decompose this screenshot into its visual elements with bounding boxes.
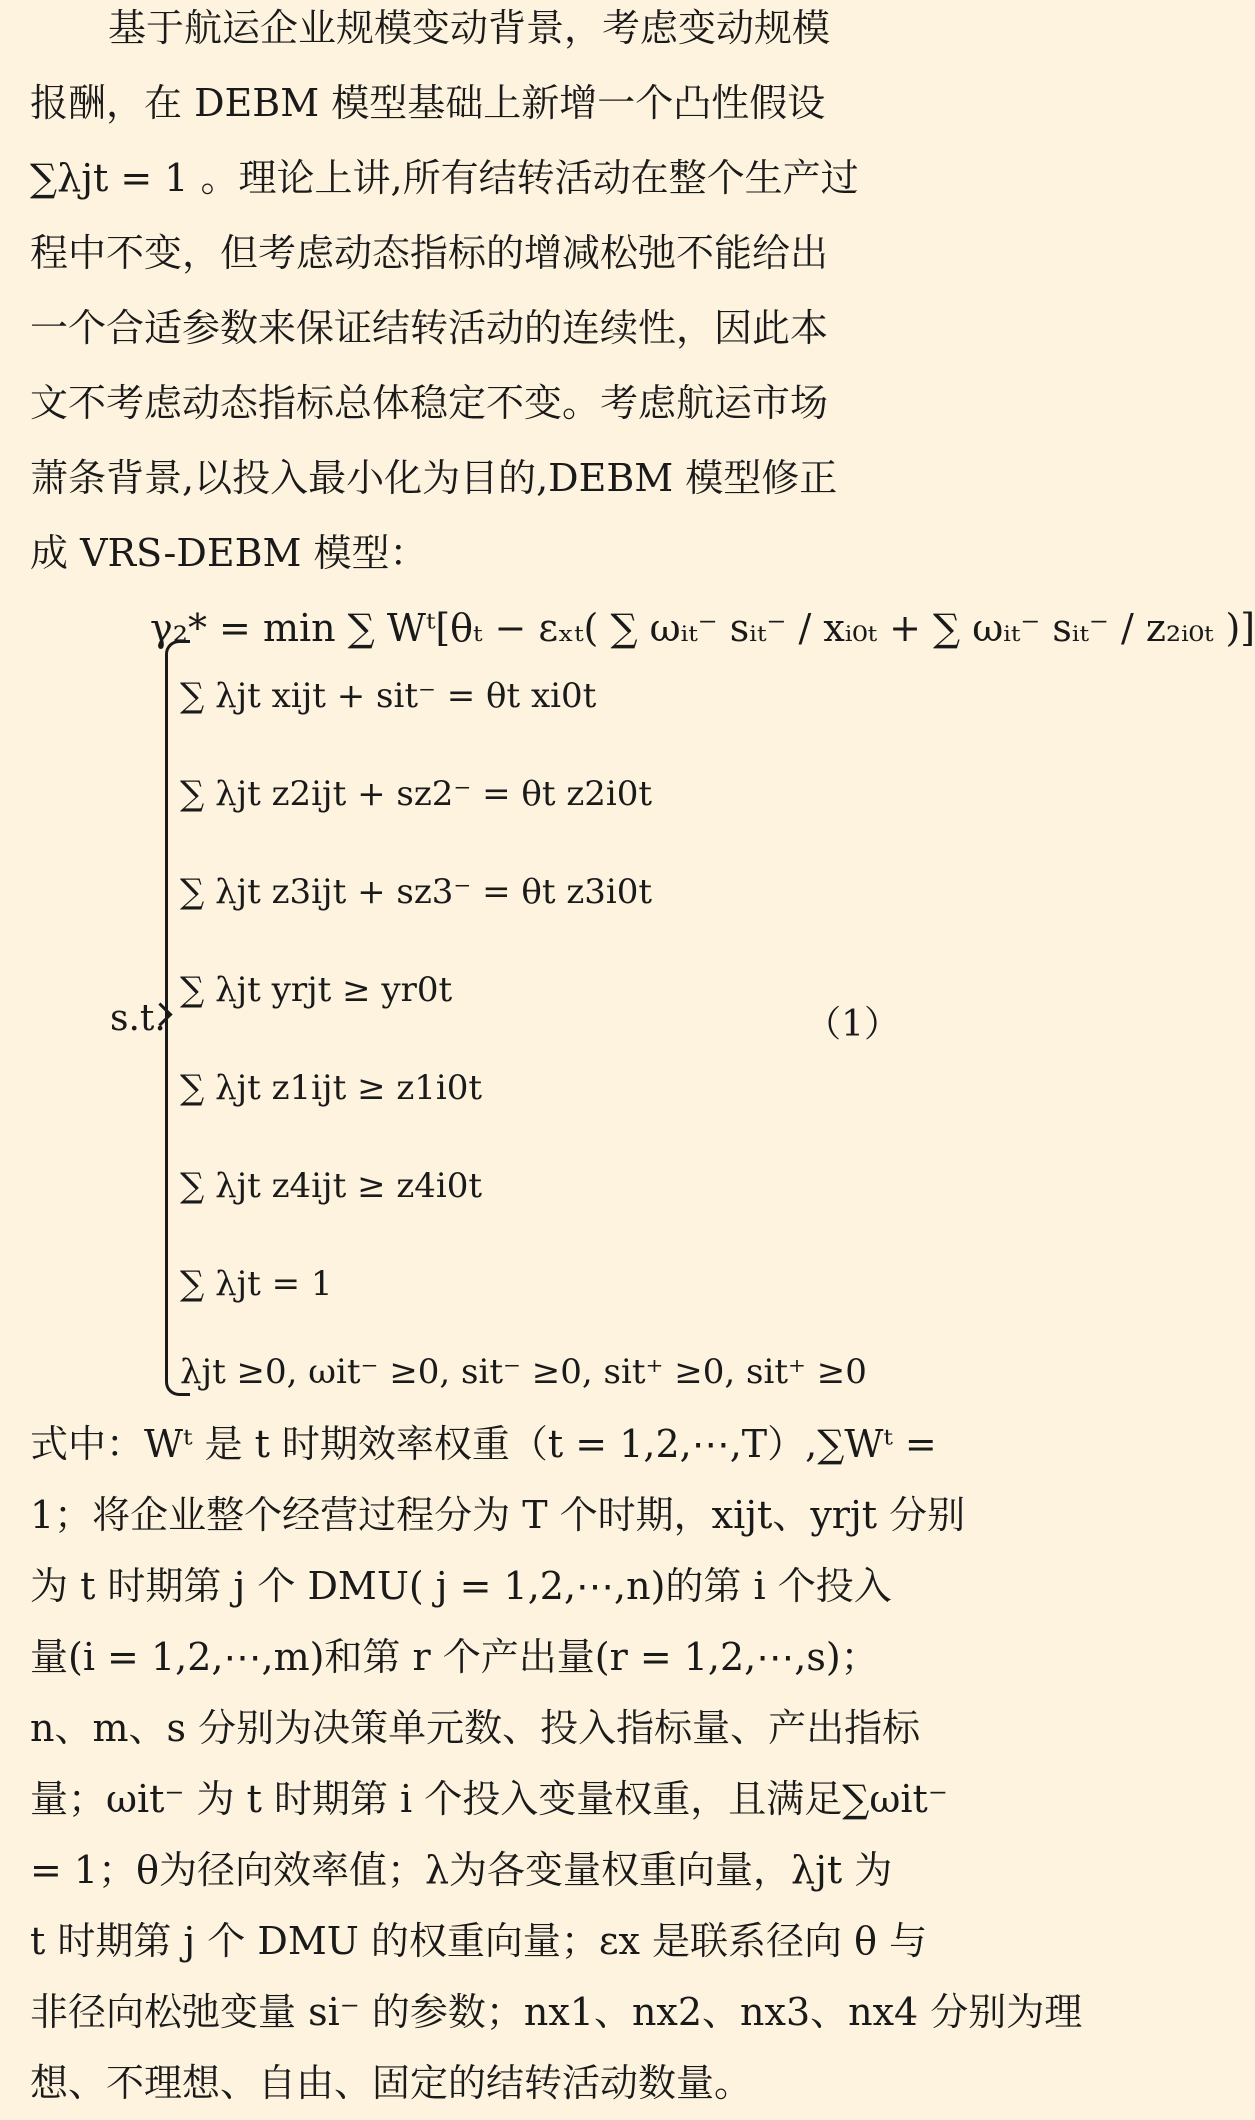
paragraph-line-2: 报酬，在 DEBM 模型基础上新增一个凸性假设 <box>30 81 826 125</box>
constraint-1: ∑ λjt xijt + sit⁻ = θt xi0t <box>180 676 597 716</box>
paragraph-line-1: 基于航运企业规模变动背景，考虑变动规模 <box>108 6 831 50</box>
notes-line-1: 式中：Wᵗ 是 t 时期效率权重（t = 1,2,⋯,T）,∑Wᵗ = <box>30 1422 937 1466</box>
notes-line-2: 1；将企业整个经营过程分为 T 个时期，xijt、yrjt 分别 <box>30 1493 966 1537</box>
constraint-4: ∑ λjt yrjt ≥ yr0t <box>180 970 453 1010</box>
notes-line-9: 非径向松弛变量 si⁻ 的参数；nx1、nx2、nx3、nx4 分别为理 <box>30 1990 1083 2034</box>
notes-line-10: 想、不理想、自由、固定的结转活动数量。 <box>30 2061 753 2105</box>
constraint-8: λjt ≥0, ωit⁻ ≥0, sit⁻ ≥0, sit⁺ ≥0, sit⁺ ≥0 <box>180 1352 867 1392</box>
constraint-6: ∑ λjt z4ijt ≥ z4i0t <box>180 1166 483 1206</box>
notes-line-5: n、m、s 分别为决策单元数、投入指标量、产出指标 <box>30 1706 921 1750</box>
constraint-3: ∑ λjt z3ijt + sz3⁻ = θt z3i0t <box>180 872 653 912</box>
notes-line-3: 为 t 时期第 j 个 DMU( j = 1,2,⋯,n)的第 i 个投入 <box>30 1564 892 1608</box>
paragraph-line-5: 一个合适参数来保证结转活动的连续性，因此本 <box>30 306 829 350</box>
constraint-2: ∑ λjt z2ijt + sz2⁻ = θt z2i0t <box>180 774 653 814</box>
notes-line-6: 量；ωit⁻ 为 t 时期第 i 个投入变量权重，且满足∑ωit⁻ <box>30 1777 948 1821</box>
constraint-7: ∑ λjt = 1 <box>180 1264 333 1304</box>
paragraph-line-8: 成 VRS-DEBM 模型： <box>30 531 428 575</box>
constraint-5: ∑ λjt z1ijt ≥ z1i0t <box>180 1068 483 1108</box>
equation-number: （1） <box>805 1004 900 1045</box>
notes-line-8: t 时期第 j 个 DMU 的权重向量；εx 是联系径向 θ 与 <box>30 1919 928 1963</box>
subject-to-label: s.t. <box>110 998 166 1039</box>
paragraph-line-4: 程中不变，但考虑动态指标的增减松弛不能给出 <box>30 231 829 275</box>
notes-line-4: 量(i = 1,2,⋯,m)和第 r 个产出量(r = 1,2,⋯,s)； <box>30 1635 879 1679</box>
paragraph-line-3: ∑λjt = 1 。理论上讲,所有结转活动在整个生产过 <box>30 156 859 200</box>
paragraph-line-6: 文不考虑动态指标总体稳定不变。考虑航运市场 <box>30 381 829 425</box>
notes-line-7: = 1；θ为径向效率值；λ为各变量权重向量，λjt 为 <box>30 1848 893 1892</box>
paragraph-line-7: 萧条背景,以投入最小化为目的,DEBM 模型修正 <box>30 456 838 500</box>
objective-function: γ₂* = min ∑ Wᵗ[θₜ − εₓₜ( ∑ ωᵢₜ⁻ sᵢₜ⁻ / xᵢ₀ₜ + ∑ ωᵢₜ⁻ sᵢₜ⁻ / z₂ᵢ₀ₜ )] <box>150 606 1255 650</box>
